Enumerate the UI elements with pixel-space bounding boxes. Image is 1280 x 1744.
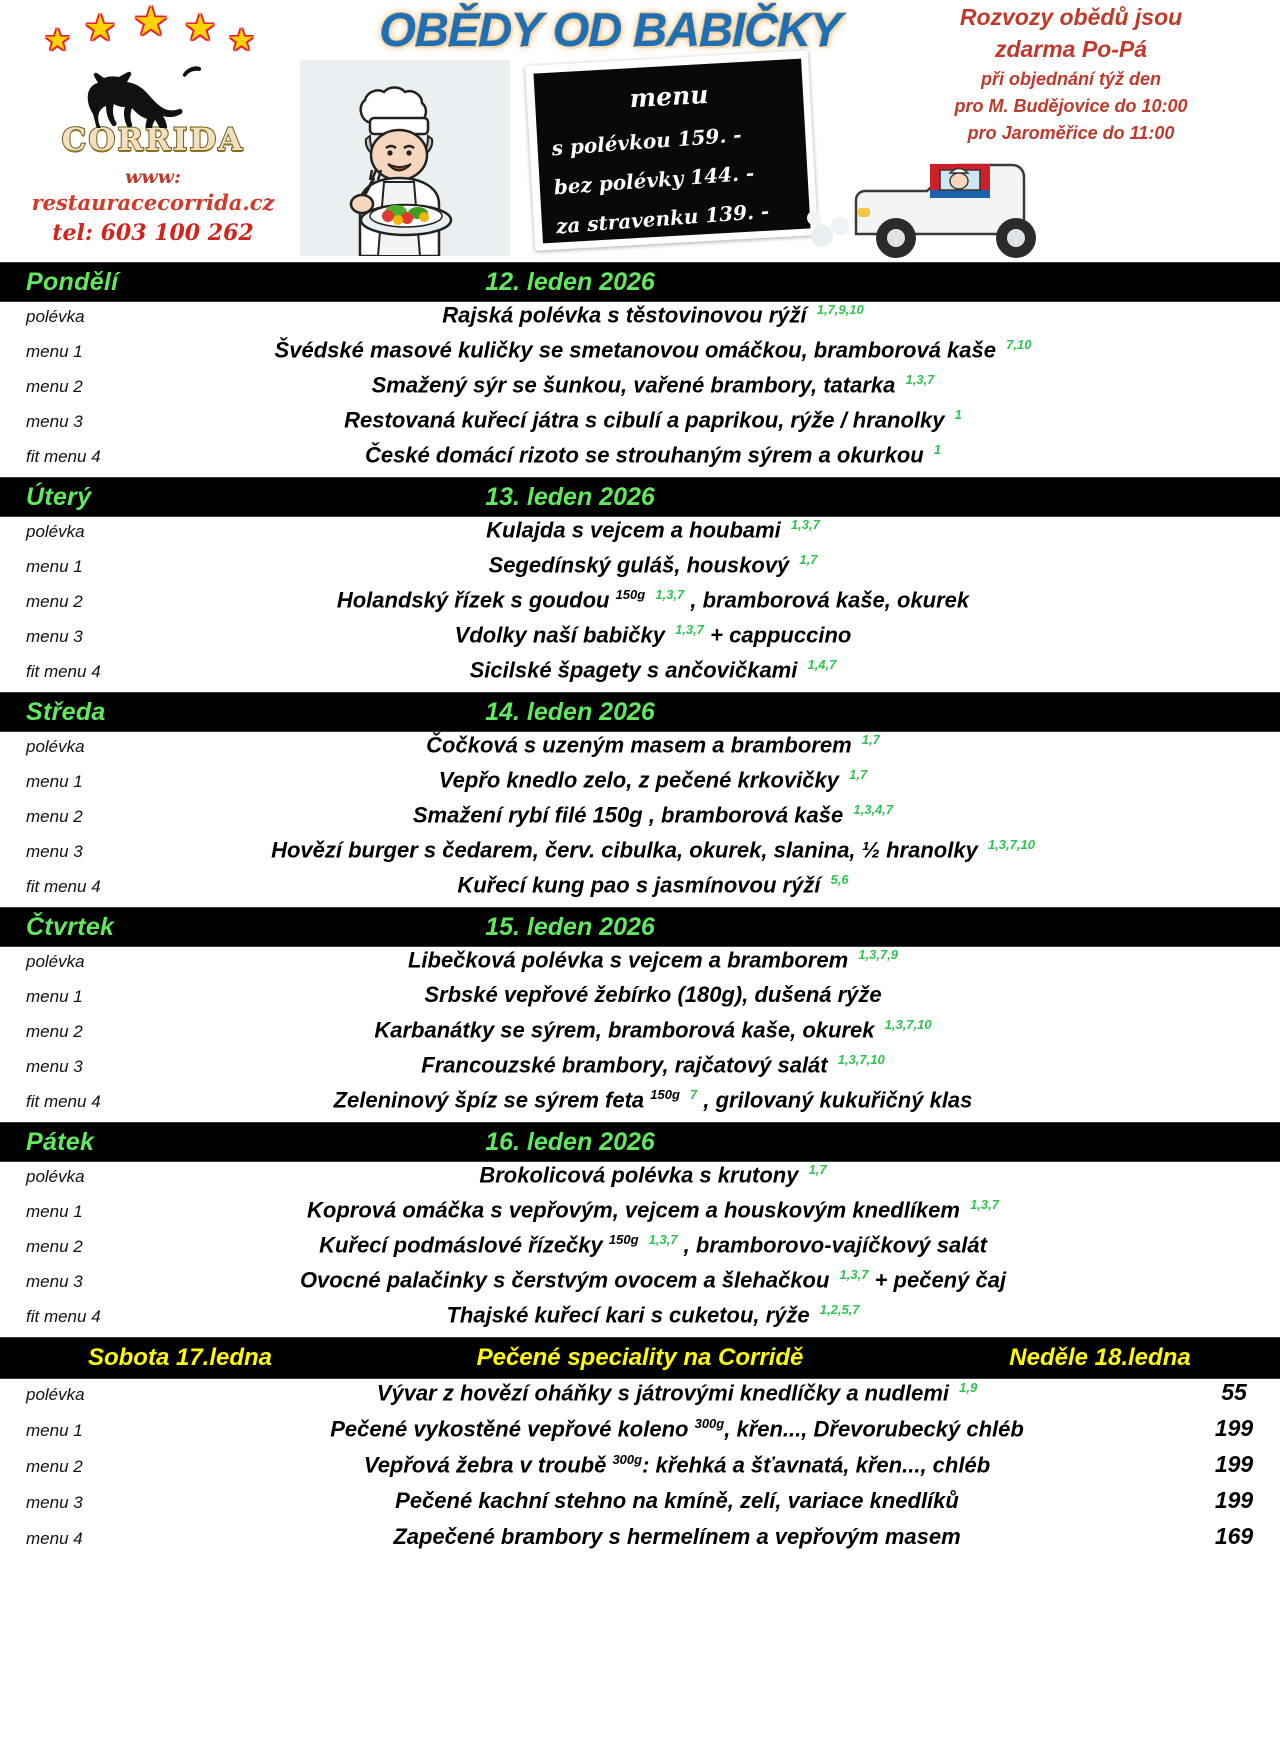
delivery-line-2: zdarma Po-Pá xyxy=(994,36,1148,62)
allergen-codes: 1,7 xyxy=(861,732,880,747)
star-icon: ★ xyxy=(184,7,217,48)
allergen-codes: 1,3,7 xyxy=(790,517,820,532)
allergen-codes: 1,9 xyxy=(959,1379,978,1395)
menu-row-dish: Vepřo knedlo zelo, z pečené krkovičky $^{1,7}$ xyxy=(438,767,868,793)
menu-row-label: menu 3 xyxy=(26,842,83,862)
weekly-menu xyxy=(0,262,1280,1559)
allergen-codes: 1,3,7,10 xyxy=(987,837,1035,852)
menu-row-dish: Pečené kachní stehno na kmíně, zelí, variace knedlíků xyxy=(395,1488,959,1513)
menu-row-dish: Koprová omáčka s vepřovým, vejcem a houskovým knedlíkem $^{1,3,7}$ xyxy=(307,1197,999,1223)
chalkboard-title: menu xyxy=(628,79,710,114)
delivery-line-3: při objednání týž den xyxy=(980,69,1161,89)
menu-row-label: menu 2 xyxy=(26,377,83,397)
allergen-codes: 7,10 xyxy=(1006,337,1032,352)
bull-icon xyxy=(63,56,243,128)
star-icon: ★ xyxy=(84,7,117,48)
menu-row xyxy=(0,872,1280,907)
grandma-chef-icon xyxy=(300,60,510,256)
menu-row xyxy=(0,837,1280,872)
menu-row xyxy=(0,337,1280,372)
menu-row-label: fit menu 4 xyxy=(26,1092,101,1112)
menu-row-dish: Zeleninový špíz se sýrem feta $^{150g}$ $^7$ , grilovaný kukuřičný klas xyxy=(333,1087,973,1113)
menu-row-dish: Francouzské brambory, rajčatový salát $^{1,3,7,10}$ xyxy=(421,1052,885,1078)
allergen-codes: 1,2,5,7 xyxy=(819,1302,860,1317)
bull-logo-wrap xyxy=(18,56,288,128)
menu-row-dish: Ovocné palačinky s čerstvým ovocem a šlehačkou $^{1,3,7}$ + pečený čaj xyxy=(299,1267,1007,1293)
menu-row xyxy=(0,802,1280,837)
menu-row-label: menu 1 xyxy=(26,987,83,1006)
website-link[interactable]: restauracecorrida.cz xyxy=(31,190,275,215)
menu-row-label: menu 1 xyxy=(26,1202,83,1222)
menu-row-label: menu 2 xyxy=(26,592,83,612)
menu-row xyxy=(0,1302,1280,1337)
allergen-codes: 5,6 xyxy=(830,872,849,887)
menu-row-label: menu 2 xyxy=(26,807,83,827)
allergen-codes: 1 xyxy=(933,442,942,457)
allergen-codes: 1,7 xyxy=(808,1162,827,1177)
sunday-label: Neděle 18.ledna xyxy=(1009,1344,1191,1371)
menu-row xyxy=(0,517,1280,552)
menu-row-dish: České domácí rizoto se strouhaným sýrem a okurkou $^1$ xyxy=(364,442,942,468)
menu-row-label: menu 3 xyxy=(26,1057,83,1077)
menu-row-dish: Zapečené brambory s hermelínem a vepřovým masem xyxy=(393,1524,961,1549)
menu-row-label: menu 3 xyxy=(26,627,83,647)
menu-row-dish: Smažení rybí filé 150g , bramborová kaše $^{1,3,4,7}$ xyxy=(412,802,894,828)
corrida-logo-block xyxy=(18,0,288,246)
portion-weight: 300g xyxy=(612,1451,643,1467)
day-date: 12. leden 2026 xyxy=(485,267,655,296)
menu-row-dish: Vdolky naší babičky $^{1,3,7}$ + cappuccino xyxy=(454,622,852,648)
allergen-codes: 1,3,7 xyxy=(655,587,685,602)
menu-row-label: polévka xyxy=(26,1167,85,1187)
menu-row-label: menu 2 xyxy=(26,1237,83,1257)
allergen-codes: 1 xyxy=(954,407,962,422)
menu-row xyxy=(0,732,1280,767)
menu-row xyxy=(0,372,1280,407)
menu-row-dish: Pečené vykostěné vepřové koleno $^{300g}$, křen..., Dřevorubecký chléb xyxy=(330,1415,1024,1441)
allergen-codes: 1,4,7 xyxy=(807,657,837,672)
menu-row xyxy=(0,1232,1280,1267)
menu-row-label: menu 2 xyxy=(26,1022,83,1042)
allergen-codes: 1,3,7,9 xyxy=(858,947,899,962)
allergen-codes: 1,7,9,10 xyxy=(816,302,864,317)
menu-row-dish: Kuřecí kung pao s jasmínovou rýží $^{5,6}$ xyxy=(457,872,849,898)
portion-weight: 150g xyxy=(608,1232,639,1247)
menu-row-label: polévka xyxy=(26,522,85,542)
price-without-soup: bez polévky 144. - xyxy=(553,160,755,200)
allergen-codes: 1,3,7 xyxy=(839,1267,869,1282)
allergen-codes: 1,3,7,10 xyxy=(837,1052,885,1067)
allergen-codes: 1,7 xyxy=(799,552,818,567)
page-header xyxy=(0,0,1280,262)
menu-row xyxy=(0,587,1280,622)
menu-row-dish: Sicilské špagety s ančovičkami $^{1,4,7}$ xyxy=(469,657,837,683)
menu-row-label: menu 1 xyxy=(26,772,83,792)
allergen-codes: 1,3,7 xyxy=(905,372,935,387)
menu-row-label: fit menu 4 xyxy=(26,1307,101,1327)
menu-row xyxy=(0,407,1280,442)
menu-row xyxy=(0,657,1280,692)
day-date: 16. leden 2026 xyxy=(485,1127,655,1156)
day-date: 14. leden 2026 xyxy=(485,697,655,726)
menu-row-dish: Čočková s uzeným masem a bramborem $^{1,7}$ xyxy=(426,732,880,758)
menu-row-label: fit menu 4 xyxy=(26,447,101,467)
days-container xyxy=(0,262,1280,1337)
menu-row-dish: Segedínský guláš, houskový $^{1,7}$ xyxy=(488,552,818,578)
menu-row-price: 199 xyxy=(1214,1487,1254,1513)
day-header xyxy=(0,1122,1280,1162)
menu-row-dish: Brokolicová polévka s krutony $^{1,7}$ xyxy=(479,1162,827,1188)
day-date: 13. leden 2026 xyxy=(485,482,655,511)
menu-row-dish: Hovězí burger s čedarem, červ. cibulka, okurek, slanina, ½ hranolky $^{1,3,7,10}$ xyxy=(271,837,1035,863)
day-header xyxy=(0,262,1280,302)
menu-row-dish: Rajská polévka s těstovinovou rýží $^{1,7,9,10}$ xyxy=(442,302,864,328)
weekend-menu-row xyxy=(0,1523,1280,1559)
delivery-notice xyxy=(876,2,1266,147)
day-header xyxy=(0,907,1280,947)
menu-row-dish: Restovaná kuřecí játra s cibulí a paprikou, rýže / hranolky $^1$ xyxy=(344,407,962,433)
menu-row-label: polévka xyxy=(26,307,85,327)
menu-row-label: menu 2 xyxy=(26,1457,83,1476)
www-label: www: xyxy=(124,166,182,188)
star-icon: ★ xyxy=(228,24,255,57)
menu-row-label: menu 3 xyxy=(26,412,83,432)
weekend-rows-container xyxy=(0,1379,1280,1559)
delivery-van-icon xyxy=(800,148,1090,262)
menu-row xyxy=(0,1197,1280,1232)
menu-row xyxy=(0,947,1280,982)
saturday-label: Sobota 17.ledna xyxy=(87,1344,273,1371)
menu-row xyxy=(0,442,1280,477)
menu-row xyxy=(0,1052,1280,1087)
delivery-line-5: pro Jaroměřice do 11:00 xyxy=(967,123,1175,143)
menu-row-dish: Smažený sýr se šunkou, vařené brambory, tatarka $^{1,3,7}$ xyxy=(371,372,935,398)
allergen-codes: 1,3,7 xyxy=(675,622,705,637)
price-meal-voucher: za stravenku 139. - xyxy=(555,198,770,239)
delivery-line-1: Rozvozy obědů jsou xyxy=(959,4,1183,30)
menu-row-label: fit menu 4 xyxy=(26,662,101,682)
weekend-header xyxy=(0,1337,1280,1379)
weekend-menu-row xyxy=(0,1451,1280,1487)
corrida-wordmark: CORRIDA xyxy=(61,122,245,158)
menu-row xyxy=(0,1017,1280,1052)
weekend-menu-row xyxy=(0,1415,1280,1451)
menu-row xyxy=(0,552,1280,587)
menu-row-dish: Kulajda s vejcem a houbami $^{1,3,7}$ xyxy=(486,517,820,543)
weekend-menu-row xyxy=(0,1487,1280,1523)
price-chalkboard xyxy=(525,50,818,251)
day-name: Úterý xyxy=(26,482,92,511)
menu-row xyxy=(0,1087,1280,1122)
allergen-codes: 1,3,7,10 xyxy=(884,1017,932,1032)
allergen-codes: 1,3,4,7 xyxy=(853,802,894,817)
menu-row-dish: Srbské vepřové žebírko (180g), dušená rýže xyxy=(424,982,882,1007)
menu-row-dish: Karbanátky se sýrem, bramborová kaše, okurek $^{1,3,7,10}$ xyxy=(374,1017,932,1043)
menu-row xyxy=(0,622,1280,657)
star-icon: ★ xyxy=(133,0,169,44)
menu-row xyxy=(0,767,1280,802)
day-name: Středa xyxy=(26,697,106,726)
menu-row-label: fit menu 4 xyxy=(26,877,101,897)
menu-row-price: 199 xyxy=(1214,1415,1254,1441)
menu-row-price: 55 xyxy=(1221,1379,1247,1405)
menu-row-dish: Libečková polévka s vejcem a bramborem $^{1,3,7,9}$ xyxy=(407,947,899,973)
menu-row-label: menu 1 xyxy=(26,1421,83,1440)
menu-row-label: menu 1 xyxy=(26,342,83,362)
grandma-chef-image xyxy=(300,60,510,256)
star-icon: ★ xyxy=(44,24,71,57)
menu-row-dish: Švédské masové kuličky se smetanovou omáčkou, bramborová kaše $^{7,10}$ xyxy=(274,337,1032,363)
allergen-codes: 1,7 xyxy=(849,767,868,782)
menu-row xyxy=(0,302,1280,337)
menu-row-label: menu 3 xyxy=(26,1493,83,1512)
menu-row-label: menu 1 xyxy=(26,557,83,577)
portion-weight: 150g xyxy=(650,1087,680,1102)
menu-row xyxy=(0,982,1280,1017)
menu-row-label: polévka xyxy=(26,1385,85,1404)
weekend-specialities-label: Pečené speciality na Corridě xyxy=(476,1344,804,1371)
allergen-codes: 1,3,7 xyxy=(970,1197,999,1212)
menu-row xyxy=(0,1267,1280,1302)
menu-row-dish: Vepřová žebra v troubě $^{300g}$: křehká a šťavnatá, křen..., chléb xyxy=(363,1451,991,1477)
menu-row-label: polévka xyxy=(26,952,85,972)
menu-row xyxy=(0,1162,1280,1197)
weekend-menu-row xyxy=(0,1379,1280,1415)
menu-row-dish: Kuřecí podmáslové řízečky $^{150g}$ $^{1,3,7}$ , bramborovo-vajíčkový salát xyxy=(319,1232,987,1258)
day-header xyxy=(0,477,1280,517)
menu-row-price: 199 xyxy=(1214,1451,1254,1477)
delivery-car-image xyxy=(800,148,1090,262)
menu-row-dish: Holandský řízek s goudou $^{150g}$ $^{1,3,7}$ , bramborová kaše, okurek xyxy=(336,587,970,613)
day-name: Pondělí xyxy=(26,267,119,296)
menu-row-dish: Thajské kuřecí kari s cuketou, rýže $^{1,2,5,7}$ xyxy=(446,1302,860,1328)
day-date: 15. leden 2026 xyxy=(485,912,655,941)
phone-number[interactable]: tel: 603 100 262 xyxy=(52,220,254,246)
day-header xyxy=(0,692,1280,732)
page-title: OBĚDY OD BABIČKY xyxy=(379,3,841,56)
menu-row-dish: Vývar z hovězí oháňky s játrovými knedlíčky a nudlemi $^{1,9}$ xyxy=(376,1379,978,1405)
menu-row-price: 169 xyxy=(1214,1523,1254,1549)
delivery-line-4: pro M. Budějovice do 10:00 xyxy=(954,96,1188,116)
five-stars xyxy=(38,0,268,60)
menu-row-label: polévka xyxy=(26,737,85,757)
day-name: Pátek xyxy=(26,1127,95,1156)
day-name: Čtvrtek xyxy=(26,912,115,941)
menu-row-label: menu 4 xyxy=(26,1529,83,1548)
price-with-soup: s polévkou 159. - xyxy=(550,122,743,161)
portion-weight: 300g xyxy=(694,1415,725,1431)
menu-row-label: menu 3 xyxy=(26,1272,83,1292)
allergen-codes: 1,3,7 xyxy=(648,1232,678,1247)
portion-weight: 150g xyxy=(615,587,646,602)
allergen-codes: 7 xyxy=(690,1087,698,1102)
